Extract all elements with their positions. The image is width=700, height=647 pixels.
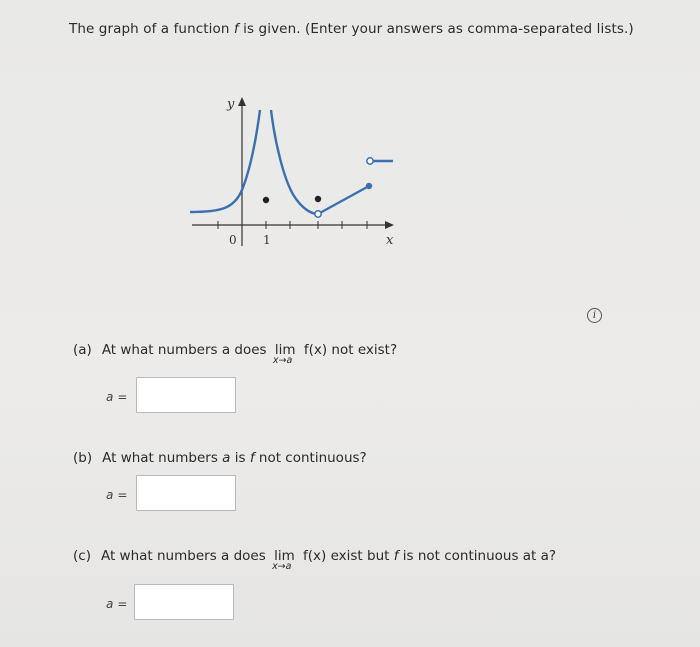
question-a-text-after: f(x) not exist?	[303, 342, 398, 358]
answer-c-var: a	[106, 597, 114, 611]
question-a-lim-subscript: x→a	[272, 355, 293, 366]
answer-c-equals: =	[117, 597, 128, 611]
question-b-part-label: (b)	[73, 450, 93, 466]
question-c-f-var: f	[393, 548, 399, 564]
question-c-text-after-2: is not continuous at a?	[398, 548, 557, 564]
question-a	[73, 342, 398, 366]
isolated-filled-point-2	[315, 196, 321, 202]
answer-b-label	[106, 488, 127, 502]
question-c-text-before: At what numbers a does	[100, 548, 266, 564]
answer-a-input[interactable]	[136, 377, 236, 413]
answer-c-label	[106, 597, 127, 611]
question-a-lim-word: lim	[274, 342, 296, 358]
tick-label-1: 1	[263, 233, 271, 247]
y-axis-label: y	[227, 97, 235, 112]
answer-b-equals: =	[117, 488, 128, 502]
prompt-text-after: is given. (Enter your answers as comma-separated lists.)	[238, 21, 634, 37]
open-circle-right	[367, 158, 373, 164]
answer-c-input[interactable]	[134, 584, 234, 620]
question-c-lim-word: lim	[274, 548, 295, 564]
question-c-text-after-1: f(x) exist but	[303, 548, 394, 564]
function-graph	[180, 88, 410, 258]
y-axis-arrow	[238, 97, 246, 106]
question-c	[73, 548, 557, 572]
x-axis-label: x	[386, 233, 394, 248]
question-a-part-label: (a)	[73, 342, 92, 358]
answer-a-label	[106, 390, 127, 404]
open-circle-at-dip	[315, 211, 321, 217]
answer-a-var: a	[106, 390, 114, 404]
answer-b-var: a	[106, 488, 114, 502]
line-segment-rising	[318, 186, 369, 214]
filled-point-end-segment	[366, 183, 372, 189]
x-axis-arrow	[385, 221, 394, 229]
question-c-limit	[272, 548, 295, 572]
prompt-text-before: The graph of a function	[69, 21, 234, 37]
question-b-f-var: f	[249, 450, 255, 466]
curve-middle-branch	[271, 110, 318, 214]
curve-left-branch	[190, 110, 260, 212]
info-icon[interactable]: i	[587, 308, 602, 323]
problem-prompt	[69, 21, 634, 37]
question-c-lim-subscript: x→a	[272, 561, 292, 572]
answer-b-input[interactable]	[136, 475, 236, 511]
question-a-text-before: At what numbers a does	[101, 342, 267, 358]
prompt-function-var: f	[233, 21, 239, 37]
question-a-limit	[272, 342, 296, 366]
origin-label: 0	[229, 233, 237, 247]
answer-a-equals: =	[117, 390, 128, 404]
question-b-text-mid: is	[230, 450, 250, 466]
question-b-text-before: At what numbers	[102, 450, 223, 466]
isolated-filled-point-1	[263, 197, 269, 203]
question-b-text-after: not continuous?	[254, 450, 367, 466]
question-c-part-label: (c)	[73, 548, 91, 564]
question-b-a-var: a	[222, 450, 231, 466]
question-b	[73, 450, 367, 466]
